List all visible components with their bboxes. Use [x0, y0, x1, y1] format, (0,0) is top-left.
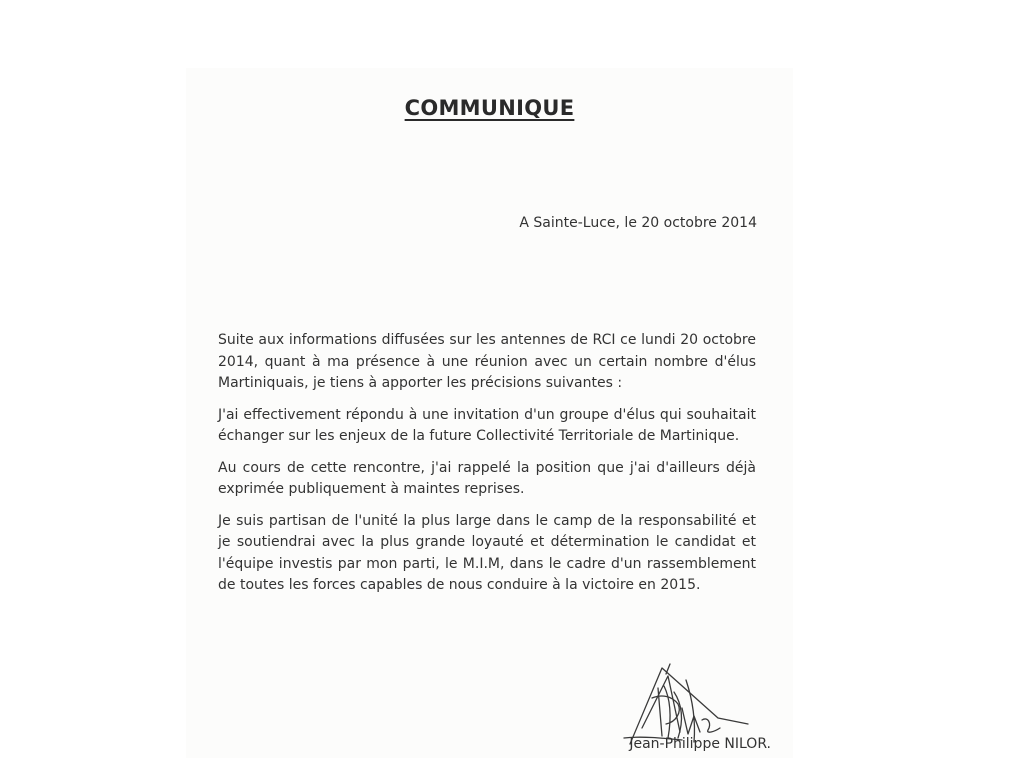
paragraph-3: Au cours de cette rencontre, j'ai rappelé la position que j'ai d'ailleurs déjà exprimée publiquement à maintes reprises. — [218, 459, 756, 497]
date-line: A Sainte-Luce, le 20 octobre 2014 — [519, 215, 757, 231]
signer-name: Jean-Philippe NILOR. — [629, 736, 771, 752]
document-page — [186, 68, 793, 758]
document-title: COMMUNIQUE — [404, 96, 575, 120]
paragraph-2: J'ai effectivement répondu à une invitation d'un groupe d'élus qui souhaitait échanger sur les enjeux de la future Collectivité Territoriale de Martinique. — [218, 406, 756, 444]
document-body — [218, 330, 756, 607]
paragraph-1: Suite aux informations diffusées sur les antennes de RCI ce lundi 20 octobre 2014, quant à ma présence à une réunion avec un certain nombre d'élus Martiniquais, je tiens à apporter les précisions suivantes : — [218, 332, 756, 391]
paragraph-4: Je suis partisan de l'unité la plus large dans le camp de la responsabilité et je soutiendrai avec la plus grande loyauté et détermination le candidat et l'équipe investis par mon parti, le M.I.M, dans le cadre d'un rassemblement de toutes les forces capables de nous conduire à la victoire en 2015. — [218, 512, 756, 593]
